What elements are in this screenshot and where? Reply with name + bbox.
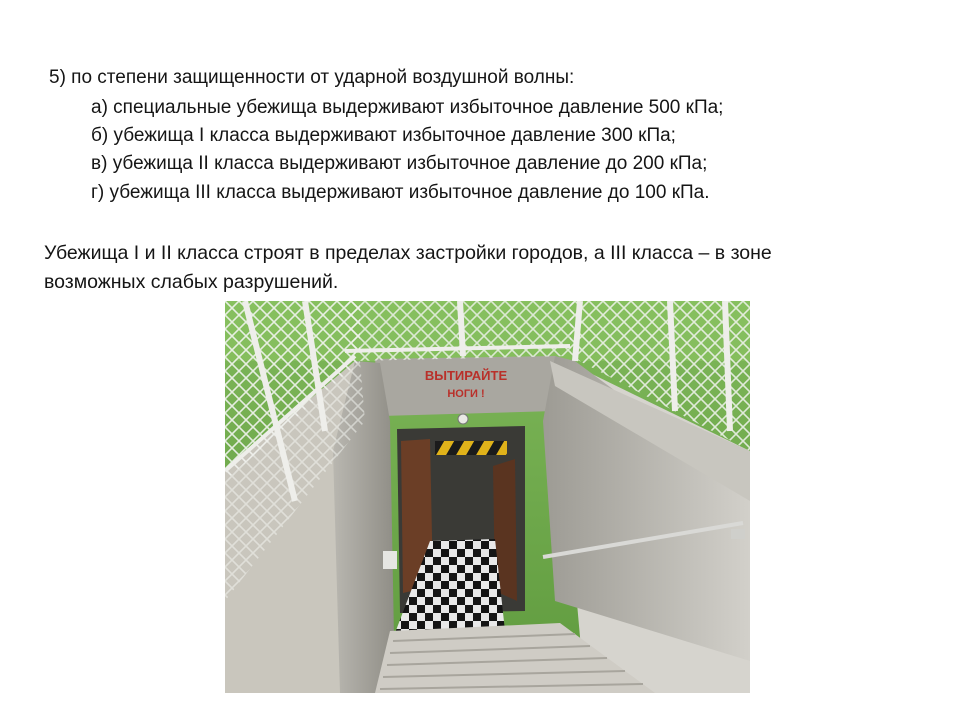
sign-line-1: ВЫТИРАЙТЕ [424,368,508,383]
hazard-stripe [435,441,507,455]
sign-line-2: НОГИ ! [447,388,485,400]
lamp-icon [458,414,468,424]
list-item-c: в) убежища II класса выдерживают избыточное давление до 200 кПа; [91,153,708,174]
list-item-a: а) специальные убежища выдерживают избыточное давление 500 кПа; [91,97,724,118]
wall-light [383,551,397,569]
list-item-d: г) убежища III класса выдерживают избыточное давление до 100 кПа. [91,182,710,203]
list-item-b: б) убежища I класса выдерживают избыточное давление 300 кПа; [91,125,676,146]
list-heading: 5) по степени защищенности от ударной воздушной волны: [49,67,575,88]
paragraph-line-1: Убежища I и II класса строят в пределах застройки городов, а III класса – в зоне [44,242,772,264]
shelter-entrance-photo [225,301,750,693]
paragraph-line-2: возможных слабых разрушений. [44,271,339,293]
back-wall [375,356,555,416]
